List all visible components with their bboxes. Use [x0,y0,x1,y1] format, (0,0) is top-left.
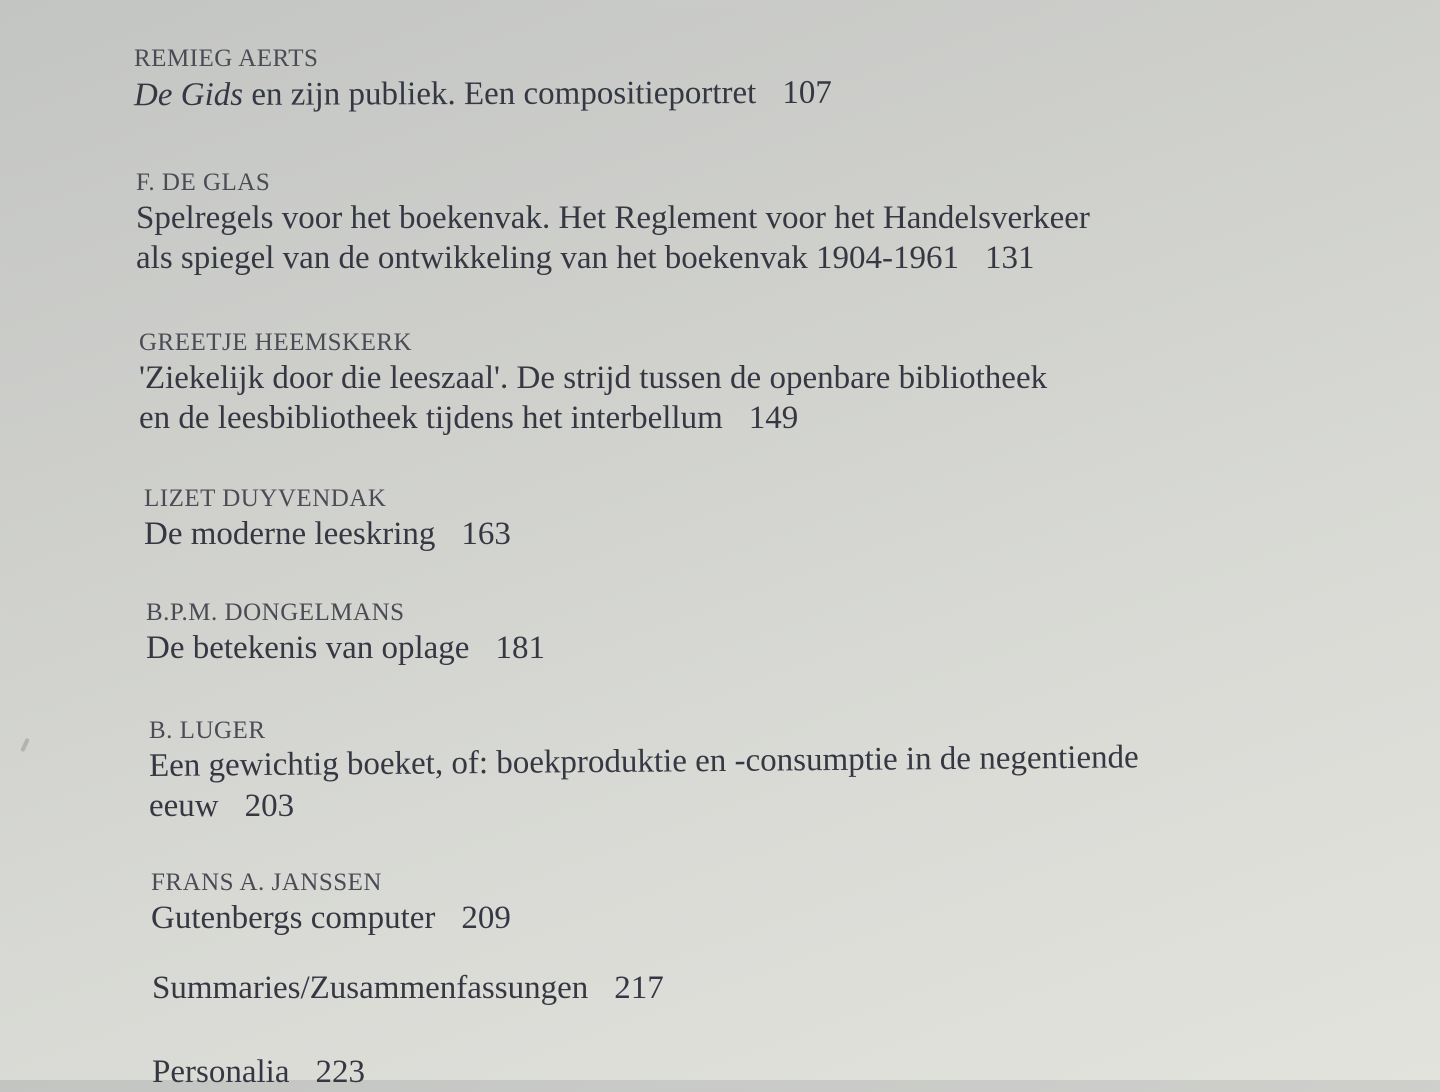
toc-entry-duyvendak [144,484,511,554]
entry-page-number: 107 [782,74,832,111]
toc-entry-de-glas [136,168,1090,278]
entry-author: F. DE GLAS [136,169,271,196]
entry-page-number: 203 [244,788,295,824]
entry-author: REMIEG AERTS [134,45,319,72]
toc-entry-summaries [152,968,664,1008]
entry-page-number: 163 [461,516,511,552]
entry-author: B. LUGER [149,717,266,744]
toc-entry-janssen [151,868,511,938]
toc-entry-personalia [152,1052,365,1092]
entry-title-line: Summaries/Zusammenfassungen [152,970,589,1006]
entry-title-italic: De Gids [133,76,244,114]
entry-page-number: 131 [984,240,1035,276]
entry-title-line: als spiegel van de ontwikkeling van het boekenvak 1904-1961 [136,240,959,276]
toc-entry-luger [149,716,1139,826]
entry-page-number: 209 [461,900,511,936]
toc-entry-dongelmans [146,598,545,668]
entry-title-line: De betekenis van oplage [146,630,470,666]
entry-title [146,628,545,668]
entry-title [136,238,1090,278]
entry-title [152,968,664,1008]
entry-author: FRANS A. JANSSEN [151,869,382,896]
entry-author: LIZET DUYVENDAK [144,485,387,512]
entry-title [149,786,1139,826]
entry-title [151,898,511,938]
entry-title-line: en de leesbibliotheek tijdens het interbellum [139,400,723,436]
entry-title [139,398,1047,438]
entry-title-line: eeuw [149,788,219,824]
entry-title [134,73,832,115]
entry-page-number: 217 [614,970,664,1006]
entry-page-number: 181 [495,630,545,666]
entry-title-line: Gutenbergs computer [151,900,436,936]
entry-title [144,514,511,554]
entry-title-line: De moderne leeskring [144,516,436,552]
toc-entry-aerts [134,44,832,114]
entry-title-line: 'Ziekelijk door die leeszaal'. De strijd tussen de openbare bibliotheek [139,360,1048,396]
entry-author: B.P.M. DONGELMANS [146,599,405,626]
entry-title-line: Spelregels voor het boekenvak. Het Reglement voor het Handelsverkeer [136,200,1090,236]
paper-smudge-mark [20,738,30,752]
entry-page-number: 223 [315,1054,365,1090]
entry-title-line: Personalia [152,1054,290,1090]
entry-title-line: en zijn publiek. Een compositieportret [243,75,757,113]
toc-entry-heemskerk [139,328,1047,438]
entry-title-line: Een gewichtig boeket, of: boekproduktie en -consumptie in de negentiende [148,739,1139,784]
entry-author: GREETJE HEEMSKERK [139,329,413,356]
entry-title [152,1052,365,1092]
entry-page-number: 149 [748,400,799,436]
